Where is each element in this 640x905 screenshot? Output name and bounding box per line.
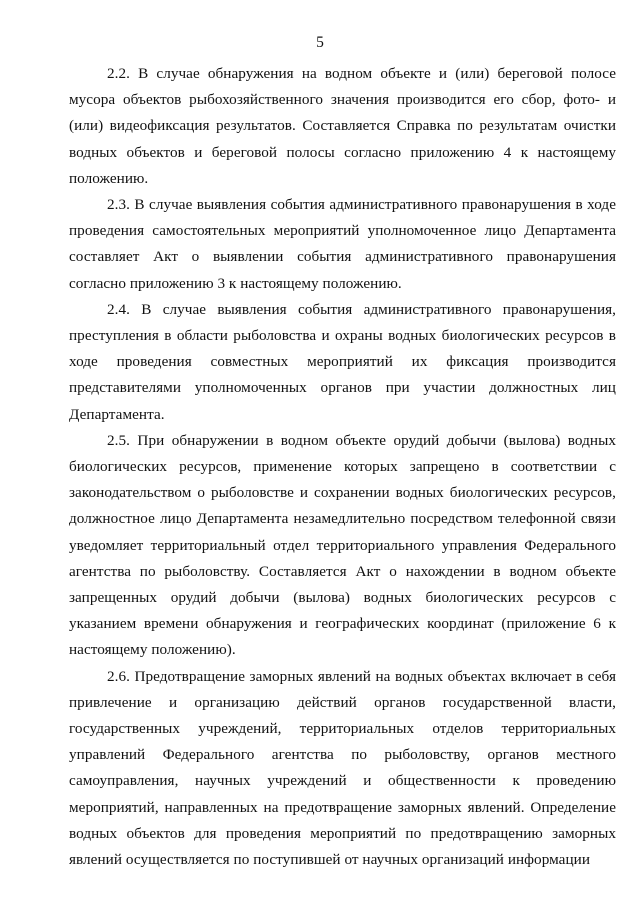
paragraph-2-4: 2.4. В случае выявления события административного правонарушения, преступления в области рыболовства и охраны водных биологических ресурсов в ходе проведения совместных мероприятий их фиксация производится представителями уполномоченных органов при участии должностных лиц Департамента. bbox=[69, 300, 616, 423]
document-body bbox=[69, 61, 616, 873]
paragraph-2-3: 2.3. В случае выявления события административного правонарушения в ходе проведения самостоятельных мероприятий уполномоченное лицо Департамента составляет Акт о выявлении события административного правонарушения согласно приложению 3 к настоящему положению. bbox=[69, 196, 616, 292]
paragraph-2-2: 2.2. В случае обнаружения на водном объекте и (или) береговой полосе мусора объектов рыбохозяйственного значения производится его сбор, фото- и (или) видеофиксация результатов. Составляется Справка по результатам очистки водных объектов и береговой полосы согласно приложению 4 к настоящему положению. bbox=[69, 65, 616, 187]
paragraph-2-6: 2.6. Предотвращение заморных явлений на водных объектах включает в себя привлечение и организацию действий органов государственной власти, государственных учреждений, территориальных отделов территориальных управлений Федерального агентства по рыболовству, органов местного самоуправления, научных учреждений и общественности к проведению мероприятий, направленных на предотвращение заморных явлений. Определение водных объектов для проведения мероприятий по предотвращению заморных явлений осуществляется по поступившей от научных организаций информации bbox=[69, 667, 616, 869]
paragraph-2-5: 2.5. При обнаружении в водном объекте орудий добычи (вылова) водных биологических ресурсов, применение которых запрещено в соответствии с законодательством о рыболовстве и сохранении водных биологических ресурсов, должностное лицо Департамента незамедлительно посредством телефонной связи уведомляет территориальный отдел территориального управления Федерального агентства по рыболовству. Составляется Акт о нахождении в водном объекте запрещенных орудий добычи (вылова) водных биологических ресурсов с указанием времени обнаружения и географических координат (приложение 6 к настоящему положению). bbox=[69, 431, 616, 659]
page-number: 5 bbox=[316, 34, 324, 51]
